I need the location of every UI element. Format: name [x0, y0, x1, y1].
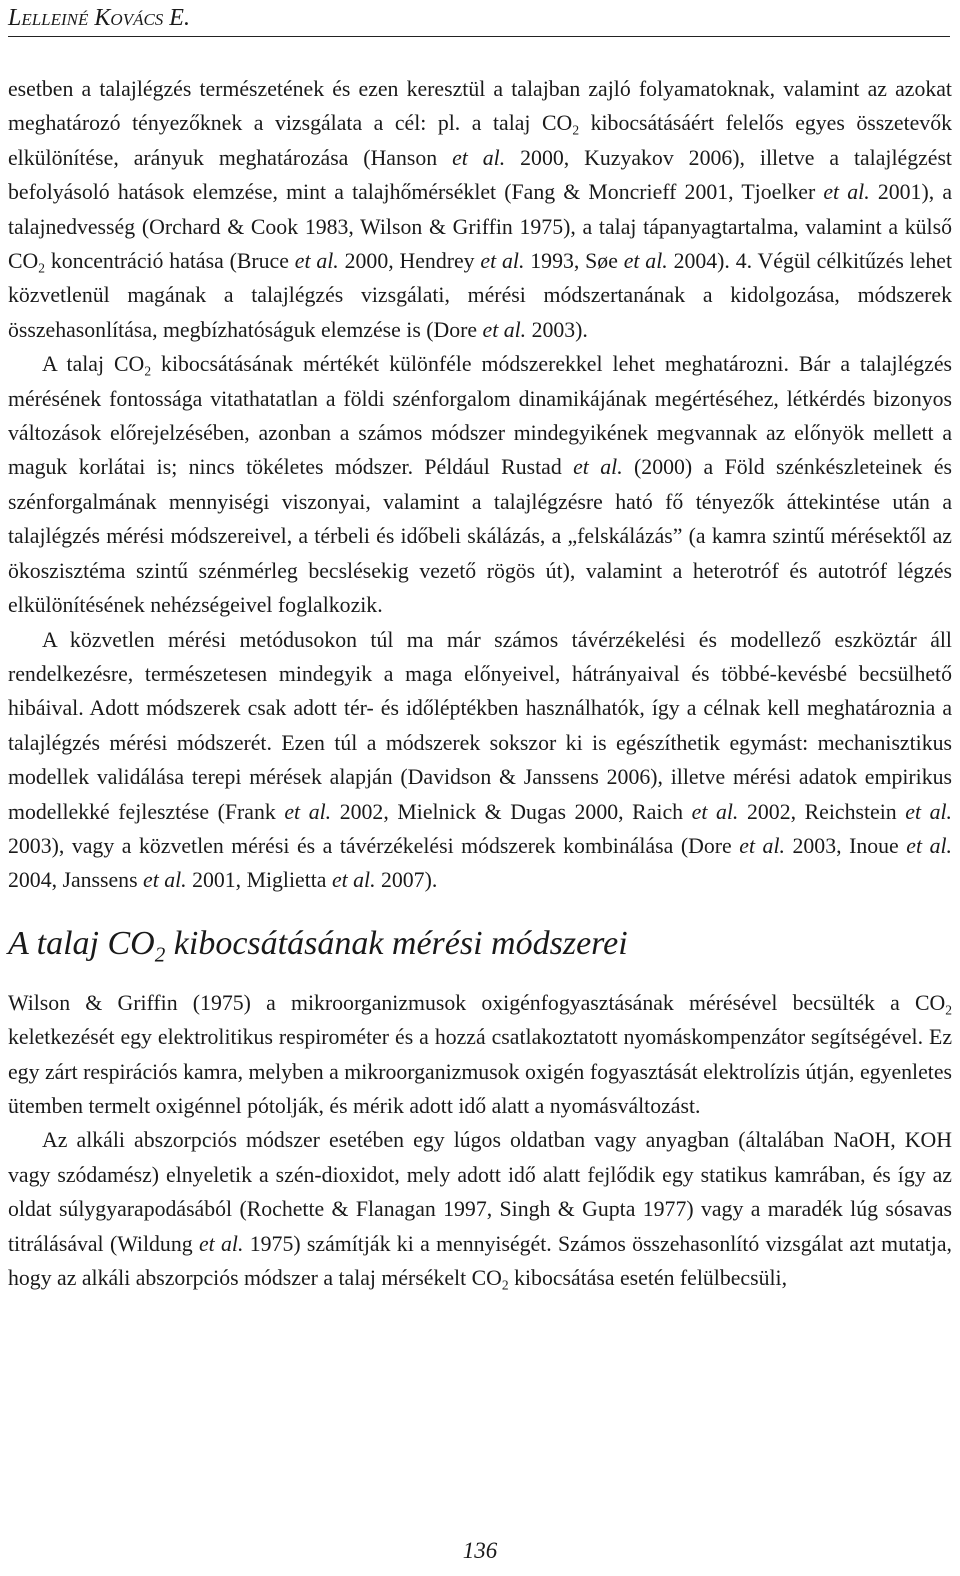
text-span: 1993, Søe	[524, 249, 624, 274]
text-span: esetben a talajlégzés természetének és ezen keresztül a talajban zajló folyamatoknak, valamint az azokat meghatározó tényezőknek a vizsgálata a cél: pl. a talaj CO	[8, 77, 952, 136]
et-al: et al.	[482, 317, 527, 342]
text-span: 2001, Miglietta	[186, 868, 332, 893]
text-span: 1975) számítják ki a mennyiségét. Számos összehasonlító vizsgálat azt mutatja, hogy az alkáli abszorpciós módszer a talaj mérsékelt CO	[8, 1231, 952, 1290]
text-span: 2003), vagy a közvetlen mérési és a távérzékelési módszerek kombinálása (Dore	[8, 833, 740, 858]
subscript: 2	[945, 1002, 952, 1018]
text-span: kibocsátása esetén felülbecsüli,	[508, 1266, 788, 1290]
text-span: A közvetlen mérési metódusokon túl ma már számos távérzékelési és modellező eszköztár áll rendelkezésre, természetesen mindegyik a maga előnyeivel, hátrányaival és többé-kevésbé becsülhető hibáival. Adott módszerek csak adott tér- és időléptékben használhatók, így a célnak kell meghatároznia a talajlégzés mérési módszerét. Ezen túl a módszerek sokszor ki is egészíthetik egymást: mechanisztikus modellek validálása terepi mérések alapján (Davidson & Janssens 2006), illetve mérési adatok empirikus modellekké fejlesztése (Frank	[8, 627, 952, 824]
et-al: et al.	[739, 833, 785, 858]
text-span: koncentráció hatása (Bruce	[45, 249, 295, 274]
text-span: 2003).	[526, 317, 588, 342]
page-number: 136	[462, 1538, 498, 1563]
et-al: et al.	[623, 249, 668, 274]
subscript: 2	[154, 942, 166, 967]
text-span: 2003, Inoue	[784, 833, 907, 858]
text-span: 2000, Hendrey	[338, 249, 481, 274]
text-span: 2002, Mielnick & Dugas 2000, Raich	[331, 799, 692, 824]
et-al: et al.	[294, 249, 339, 274]
text-span: 2001), a talajnedvesség (Orchard & Cook 1983, Wilson & Griffin 1975), a talaj tápanyagtartalma, valamint a külső CO	[8, 180, 952, 274]
text-span: 2007).	[375, 868, 438, 893]
text-span: 2004). 4. Végül célkitűzés lehet közvetlenül magának a talajlégzés vizsgálati, mérési módszertanának a kidolgozása, módszerek összehasonlítása, megbízhatóságuk elemzése is (Dore	[8, 249, 953, 342]
et-al: et al.	[573, 455, 623, 480]
running-head: Lelleiné Kovács E.	[8, 4, 950, 37]
subscript: 2	[38, 260, 46, 276]
paragraph-2	[8, 347, 952, 622]
text-span: 2004, Janssens	[8, 868, 144, 893]
text-span: kibocsátásának mértékét különféle módszerekkel lehet meghatározni. Bár a talajlégzés mérésének fontossága vitathatatlan a földi szénforgalom dinamikájának megértéséhez, létkérdés bizonyos változások előrejelzésében, azonban a számos módszer mindegyikének megvannak az előnyök mellett a maguk korlátai is; nincs tökéletes módszer. Például Rustad	[8, 352, 953, 480]
et-al: et al.	[905, 799, 953, 824]
text-span: Wilson & Griffin (1975) a mikroorganizmusok oxigénfogyasztásának mérésével becsülték a CO	[8, 990, 946, 1015]
text-span: 2000, Kuzyakov 2006), illetve a talajlégzést befolyásoló hatások elemzése, mint a talajhőmérséklet (Fang & Moncrieff 2001, Tjoelker	[8, 145, 952, 205]
heading-text: kibocsátásának mérési módszerei	[165, 924, 628, 962]
text-span: (2000) a Föld szénkészleteinek és szénforgalmának mennyiségi viszonyai, valamint a talajlégzésre ható fő tényezők áttekintése után a talajlégzés mérési módszereivel, a térbeli és időbeli skálázás, a „felskálázás” (a kamra szintű mérésektől az ökoszisztéma szintű szénmérleg becslésekig vezető rögös út), valamint a heterotróf és autotróf légzés elkülönítésének nehézségeivel foglalkozik.	[8, 455, 952, 618]
text-span: kibocsátásáért felelős egyes összetevők elkülönítése, arányuk meghatározása (Hanson	[8, 111, 953, 170]
paragraph-5	[8, 1123, 952, 1295]
body-text	[8, 72, 952, 1295]
heading-text: A talaj CO	[8, 924, 155, 962]
section-heading	[8, 922, 952, 966]
et-al: et al.	[198, 1231, 244, 1256]
et-al: et al.	[284, 799, 332, 824]
et-al: et al.	[480, 249, 525, 274]
text-span: Az alkáli abszorpciós módszer esetében egy lúgos oldatban vagy anyagban (általában NaOH, KOH vagy szódamész) elnyeletik a szén-dioxidot, mely adott idő alatt fejlődik egy statikus kamrában, és így az oldat súlygyarapodásából (Rochette & Flanagan 1997, Singh & Gupta 1977) vagy a maradék lúg sósavas titrálásával (Wildung	[8, 1128, 952, 1256]
paragraph-3	[8, 623, 952, 898]
paragraph-1	[8, 72, 952, 347]
et-al: et al.	[143, 868, 187, 893]
et-al: et al.	[331, 868, 376, 893]
subscript: 2	[572, 123, 580, 139]
text-span: A talaj CO	[42, 352, 145, 377]
text-span: 2002, Reichstein	[738, 799, 906, 824]
et-al: et al.	[452, 145, 506, 170]
et-al: et al.	[823, 180, 870, 205]
paragraph-4	[8, 986, 952, 1124]
subscript: 2	[501, 1277, 509, 1293]
et-al: et al.	[906, 833, 952, 858]
subscript: 2	[144, 363, 152, 379]
text-span: keletkezését egy elektrolitikus respirométer és a hozzá csatlakoztatott nyomáskompenzátor segítségével. Ez egy zárt respirációs kamra, melyben a mikroorganizmusok oxigén fogyasztását elektrolízis útján, egyenletes ütemben termelt oxigénnel pótolják, és mérik adott idő alatt a nyomásváltozást.	[8, 1025, 952, 1118]
et-al: et al.	[691, 799, 739, 824]
